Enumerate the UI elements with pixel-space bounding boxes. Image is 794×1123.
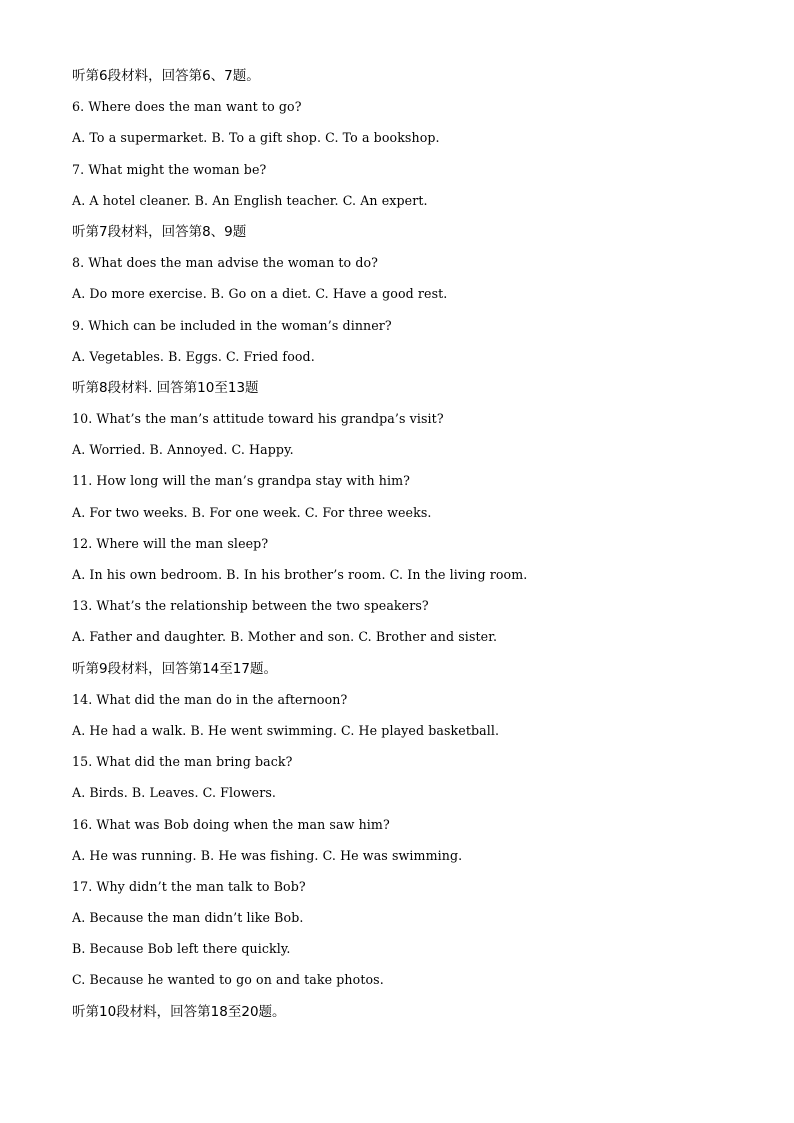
question-8: 8. What does the man advise the woman to do? bbox=[72, 255, 379, 271]
option-17-a: A. Because the man didn’t like Bob. bbox=[72, 910, 304, 926]
option-17-c: C. Because he wanted to go on and take photos. bbox=[72, 972, 384, 988]
section-heading-10-13: 听第8段材料. 回答第10至13题 bbox=[72, 379, 259, 396]
options-15: A. Birds. B. Leaves. C. Flowers. bbox=[72, 785, 277, 801]
options-14: A. He had a walk. B. He went swimming. C. He played basketball. bbox=[72, 722, 500, 738]
question-11: 11. How long will the man’s grandpa stay with him? bbox=[72, 473, 410, 489]
options-6: A. To a supermarket. B. To a gift shop. C. To a bookshop. bbox=[72, 130, 440, 146]
option-17-b: B. Because Bob left there quickly. bbox=[72, 941, 291, 957]
options-8: A. Do more exercise. B. Go on a diet. C. Have a good rest. bbox=[72, 286, 448, 302]
options-10: A. Worried. B. Annoyed. C. Happy. bbox=[72, 442, 294, 458]
options-12: A. In his own bedroom. B. In his brother’s room. C. In the living room. bbox=[72, 567, 528, 582]
options-9: A. Vegetables. B. Eggs. C. Fried food. bbox=[72, 348, 315, 364]
options-16: A. He was running. B. He was fishing. C. He was swimming. bbox=[72, 847, 463, 863]
question-10: 10. What’s the man’s attitude toward his grandpa’s visit? bbox=[72, 411, 444, 427]
section-heading-8-9: 听第7段材料，回答第8、9题 bbox=[72, 223, 247, 240]
question-16: 16. What was Bob doing when the man saw him? bbox=[72, 816, 390, 832]
options-13: A. Father and daughter. B. Mother and son. C. Brother and sister. bbox=[72, 629, 498, 645]
section-heading-14-17: 听第9段材料，回答第14至17题。 bbox=[72, 660, 277, 677]
question-15: 15. What did the man bring back? bbox=[72, 754, 293, 770]
question-12: 12. Where will the man sleep? bbox=[72, 535, 269, 551]
question-14: 14. What did the man do in the afternoon? bbox=[72, 691, 348, 707]
section-heading-18-20: 听第10段材料，回答第18至20题。 bbox=[72, 1003, 286, 1020]
section-heading-6-7: 听第6段材料，回答第6、7题。 bbox=[72, 68, 260, 84]
question-7: 7. What might the woman be? bbox=[72, 161, 267, 177]
document-page bbox=[72, 65, 762, 1032]
options-11: A. For two weeks. B. For one week. C. For three weeks. bbox=[72, 504, 432, 520]
question-13: 13. What’s the relationship between the two speakers? bbox=[72, 598, 429, 614]
question-9: 9. Which can be included in the woman’s dinner? bbox=[72, 317, 392, 333]
question-6: 6. Where does the man want to go? bbox=[72, 99, 302, 115]
question-17: 17. Why didn’t the man talk to Bob? bbox=[72, 878, 306, 894]
options-7: A. A hotel cleaner. B. An English teacher. C. An expert. bbox=[72, 192, 428, 208]
